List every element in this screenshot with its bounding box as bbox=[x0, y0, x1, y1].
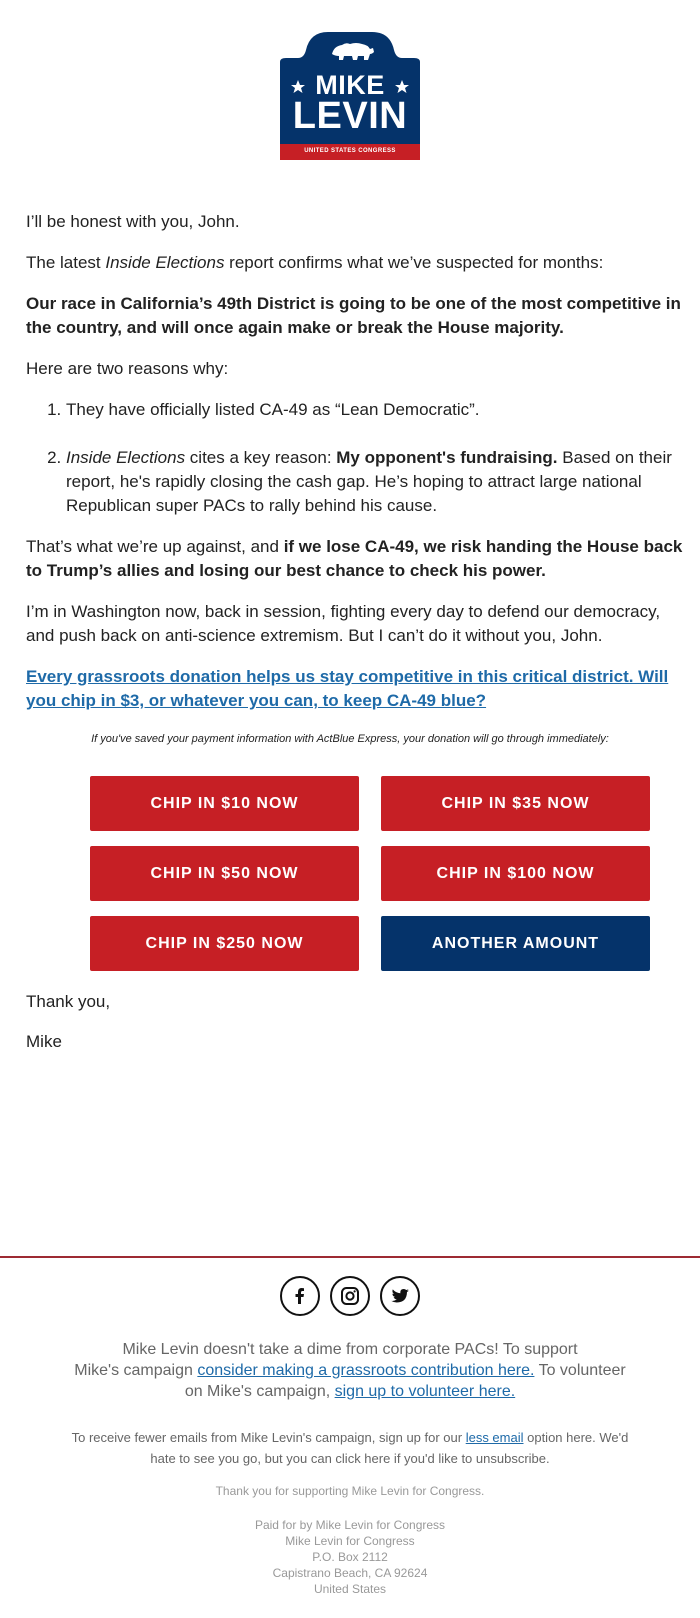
social-links bbox=[0, 1276, 700, 1316]
logo-container bbox=[0, 28, 700, 167]
volunteer-link[interactable]: sign up to volunteer here. bbox=[334, 1383, 516, 1400]
email-preferences: To receive fewer emails from Mike Levin's campaign, sign up for our less email option here. We'd hate to see you go, but you can click here if you'd like to unsubscribe. bbox=[71, 1430, 629, 1466]
logo-last-name: LEVIN bbox=[292, 95, 408, 137]
donate-cta-paragraph bbox=[26, 665, 700, 713]
publication-name: Inside Elections bbox=[105, 253, 225, 272]
paid-for-disclaimer: Paid for by Mike Levin for Congress Mike Levin for Congress P.O. Box 2112 Capistrano Beach, CA 92624 United States bbox=[254, 1518, 446, 1596]
logo-first-name: MIKE bbox=[315, 70, 385, 100]
unsubscribe-text[interactable]: hate to see you go, but you can click here if you'd like to unsubscribe. bbox=[150, 1451, 550, 1466]
chip-in-100-button[interactable]: CHIP IN $100 NOW bbox=[381, 846, 650, 901]
pac-disclaimer: Mike Levin doesn't take a dime from corporate PACs! To support Mike's campaign consider making a grassroots contribution here. To volunteer on Mike's campaign, sign up to volunteer here. bbox=[74, 1341, 626, 1400]
closing bbox=[26, 990, 110, 1070]
paragraph-report: The latest Inside Elections report confirms what we’ve suspected for months: bbox=[26, 253, 604, 272]
chip-in-35-button[interactable]: CHIP IN $35 NOW bbox=[381, 776, 650, 831]
paragraph-stakes: That’s what we’re up against, and if we lose CA-49, we risk handing the House back to Trump’s allies and losing our best chance to check his power. bbox=[26, 537, 683, 580]
signature: Mike bbox=[26, 1032, 62, 1051]
footer-divider bbox=[0, 1256, 700, 1258]
greeting: I’ll be honest with you, John. bbox=[26, 212, 240, 231]
campaign-logo[interactable] bbox=[280, 28, 420, 162]
facebook-icon[interactable] bbox=[280, 1276, 320, 1316]
logo-subtitle: UNITED STATES CONGRESS bbox=[304, 148, 396, 154]
paragraph-reasons: Here are two reasons why: bbox=[26, 359, 229, 378]
actblue-note: If you've saved your payment information with ActBlue Express, your donation will go through immediately: bbox=[91, 733, 609, 745]
list-item: 1. They have officially listed CA-49 as “Lean Democratic”. bbox=[66, 398, 700, 422]
chip-in-50-button[interactable]: CHIP IN $50 NOW bbox=[90, 846, 359, 901]
twitter-icon[interactable] bbox=[380, 1276, 420, 1316]
less-email-link[interactable]: less email bbox=[465, 1430, 524, 1445]
closing-thanks: Thank you, bbox=[26, 992, 111, 1011]
chip-in-250-button[interactable]: CHIP IN $250 NOW bbox=[90, 916, 359, 971]
paragraph-race: Our race in California’s 49th District is going to be one of the most competitive in the country, and will once again make or break the House majority. bbox=[26, 294, 681, 337]
another-amount-button[interactable]: ANOTHER AMOUNT bbox=[381, 916, 650, 971]
donate-cta-link[interactable]: Every grassroots donation helps us stay competitive in this critical district. Will you chip in $3, or whatever you can, to keep CA-49 blue? bbox=[26, 667, 669, 710]
list-item: 2. Inside Elections cites a key reason: My opponent's fundraising. Based on their report, he's rapidly closing the cash gap. He’s hoping to attract large national Republican super PACs to rally behind his cause. bbox=[66, 446, 700, 518]
grassroots-contribution-link[interactable]: consider making a grassroots contribution here. bbox=[197, 1362, 535, 1379]
instagram-icon[interactable] bbox=[330, 1276, 370, 1316]
chip-in-10-button[interactable]: CHIP IN $10 NOW bbox=[90, 776, 359, 831]
email-body bbox=[26, 210, 700, 730]
reasons-list bbox=[26, 398, 700, 518]
paragraph-washington: I’m in Washington now, back in session, fighting every day to defend our democracy, and push back on anti-science extremism. But I can’t do it without you, John. bbox=[26, 602, 661, 645]
thanks-support: Thank you for supporting Mike Levin for Congress. bbox=[215, 1484, 485, 1498]
